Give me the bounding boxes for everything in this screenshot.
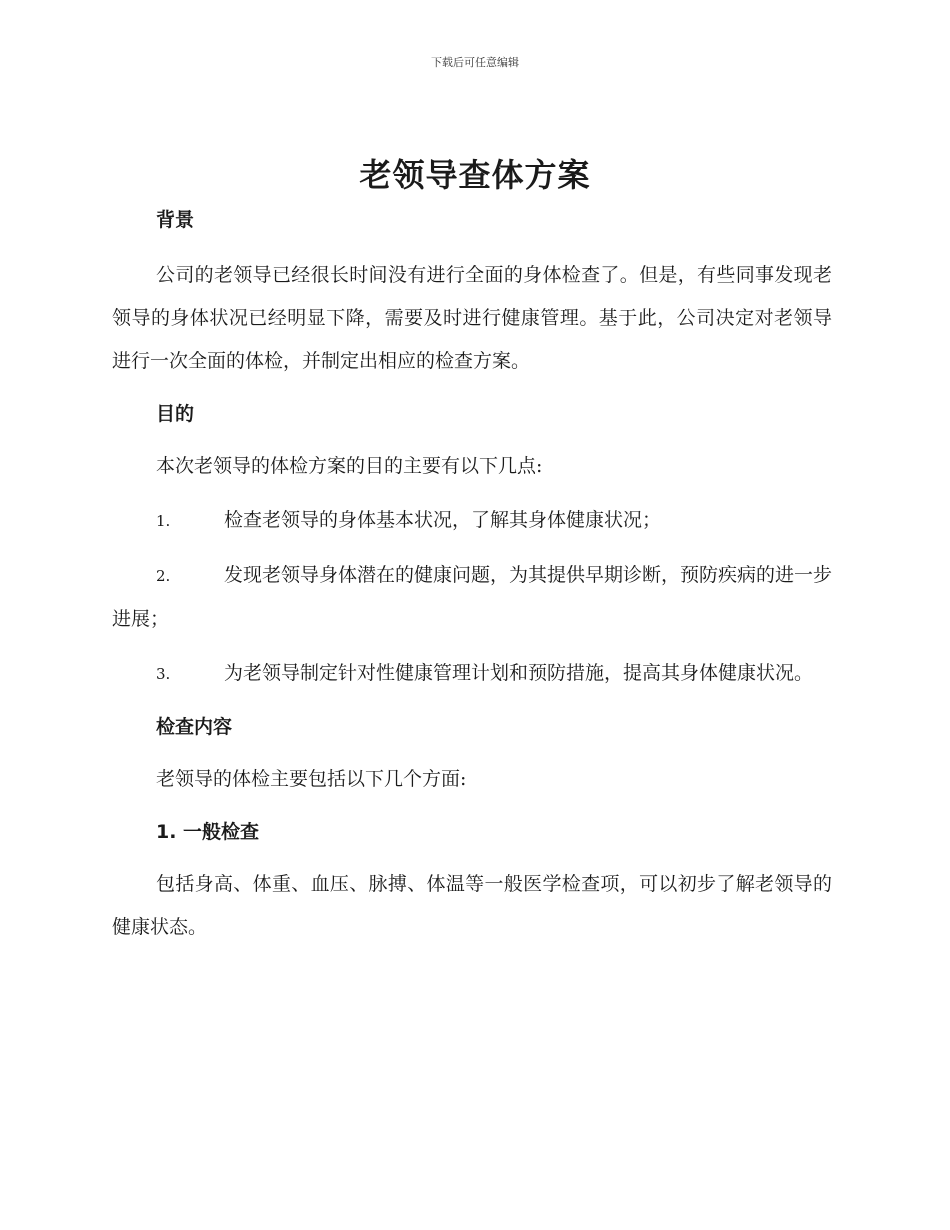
section-heading-background: 背景 bbox=[156, 209, 195, 231]
content-intro: 老领导的体检主要包括以下几个方面: bbox=[156, 768, 467, 790]
document-body bbox=[112, 200, 832, 949]
list-text: 为老领导制定针对性健康管理计划和预防措施，提高其身体健康状况。 bbox=[224, 662, 814, 684]
page-header-note: 下载后可任意编辑 bbox=[431, 56, 519, 69]
background-paragraph: 公司的老领导已经很长时间没有进行全面的身体检查了。但是，有些同事发现老领导的身体状况已经明显下降，需要及时进行健康管理。基于此，公司决定对老领导进行一次全面的体检，并制定出相应的检查方案。 bbox=[112, 264, 832, 372]
purpose-intro: 本次老领导的体检方案的目的主要有以下几点: bbox=[156, 455, 543, 477]
subsection-heading-general-exam: 1. 一般检查 bbox=[156, 821, 260, 843]
list-number: 3. bbox=[156, 665, 171, 683]
section-heading-purpose: 目的 bbox=[156, 403, 195, 425]
list-number: 2. bbox=[156, 567, 171, 585]
purpose-list-item bbox=[112, 554, 832, 641]
list-text: 发现老领导身体潜在的健康问题，为其提供早期诊断，预防疾病的进一步进展； bbox=[112, 564, 833, 630]
list-text: 检查老领导的身体基本状况，了解其身体健康状况； bbox=[224, 509, 662, 531]
purpose-list-item bbox=[112, 499, 832, 543]
general-exam-paragraph: 包括身高、体重、血压、脉搏、体温等一般医学检查项，可以初步了解老领导的健康状态。 bbox=[112, 873, 832, 938]
purpose-list-item bbox=[112, 652, 832, 696]
list-number: 1. bbox=[156, 512, 171, 530]
document-title: 老领导查体方案 bbox=[359, 156, 591, 194]
section-heading-content: 检查内容 bbox=[156, 716, 233, 738]
